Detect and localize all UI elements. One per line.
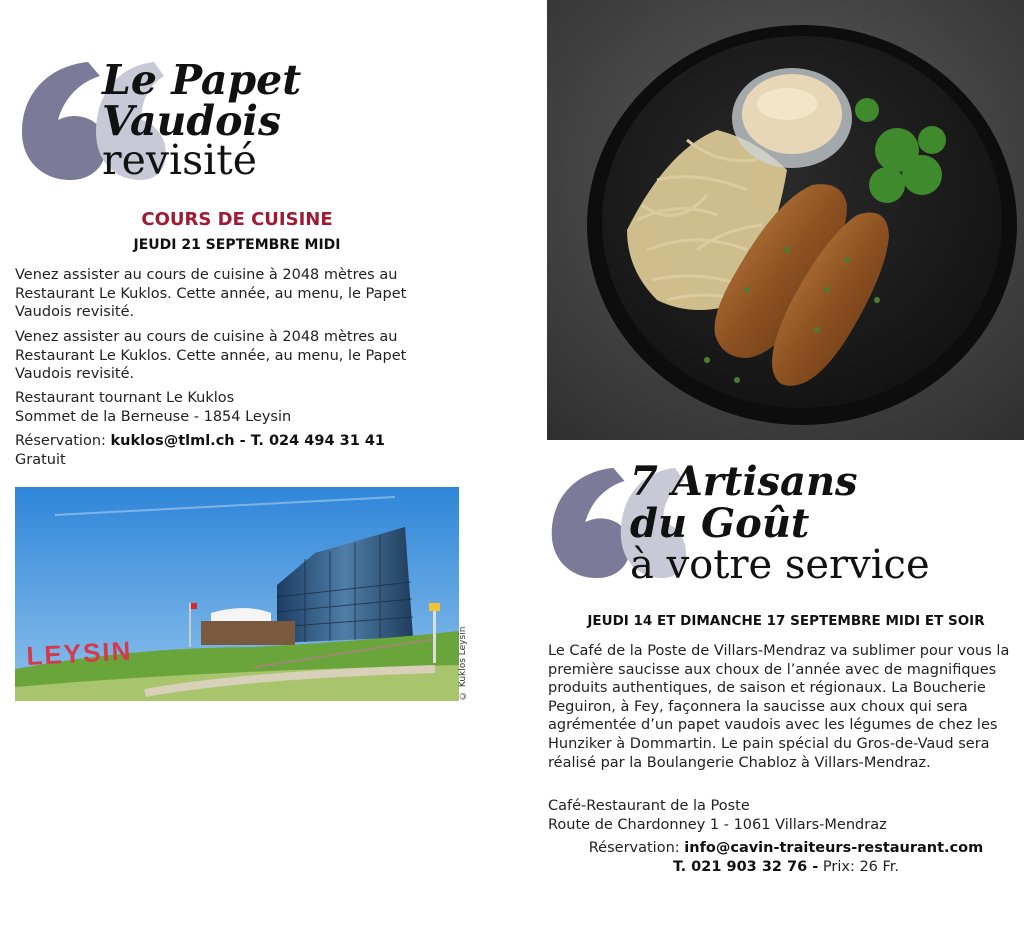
cooking-class-address-2: Sommet de la Berneuse - 1854 Leysin (15, 409, 292, 425)
artisans-address-2: Route de Chardonney 1 - 1061 Villars-Mendraz (548, 817, 887, 833)
left-title-line1: Le Papet (102, 56, 302, 104)
right-title-line3: à votre service (630, 542, 930, 588)
artisans-paragraph: Le Café de la Poste de Villars-Mendraz va sublimer pour vous la première saucisse aux choux de l’année avec de magnifiques produits authentiques, de saison et régionaux. La Boucherie Peguiron, à Fey, façonnera la saucisse aux choux qui sera agrémentée d’un papet vaudois avec les légumes de chez les Hunziker à Dommartin. Le pain spécial du Gros-de-Vaud sera réalisé par la Boulangerie Chabloz à Villars-Mendraz. (548, 643, 1010, 771)
leysin-sign-text: LEYSIN (25, 635, 134, 671)
reservation-label: Réservation: (15, 433, 106, 449)
reservation-email[interactable]: info@cavin-traiteurs-restaurant.com (684, 840, 984, 856)
right-title-line1: 7 Artisans (630, 458, 858, 505)
artisans-address-1: Café-Restaurant de la Poste (548, 798, 750, 814)
cooking-class-address-1: Restaurant tournant Le Kuklos (15, 390, 235, 406)
artisans-event-date: JEUDI 14 ET DIMANCHE 17 SEPTEMBRE MIDI ET SOIR (587, 613, 985, 629)
leysin-restaurant-photo (15, 487, 459, 701)
price: Prix: 26 Fr. (822, 859, 900, 875)
cooking-class-paragraph-2: Venez assister au cours de cuisine à 2048 mètres au Restaurant Le Kuklos. Cette année, au menu, le Papet Vaudois revisité. (15, 329, 407, 382)
reservation-contact[interactable]: kuklos@tlml.ch - T. 024 494 31 41 (110, 433, 386, 449)
right-title-line2: du Goût (630, 500, 810, 547)
cooking-class-date: JEUDI 21 SEPTEMBRE MIDI (133, 237, 341, 253)
artisans-reservation (548, 839, 1024, 858)
phone-number[interactable]: T. 021 903 32 76 - (672, 859, 819, 875)
left-title-line3: revisité (102, 136, 258, 184)
cooking-class-price: Gratuit (15, 452, 66, 468)
reservation-label: Réservation: (588, 840, 680, 856)
artisans-phone-price (548, 858, 1024, 877)
left-title-line2: Vaudois (102, 97, 282, 145)
cooking-class-heading: COURS DE CUISINE (141, 209, 333, 230)
cooking-class-reservation (15, 432, 385, 451)
sausage-plate-photo (547, 0, 1024, 440)
photo-credit: © Kuklos Leysin (458, 626, 468, 700)
cooking-class-paragraph-1: Venez assister au cours de cuisine à 2048 mètres au Restaurant Le Kuklos. Cette année, au menu, le Papet Vaudois revisité. (15, 267, 407, 320)
